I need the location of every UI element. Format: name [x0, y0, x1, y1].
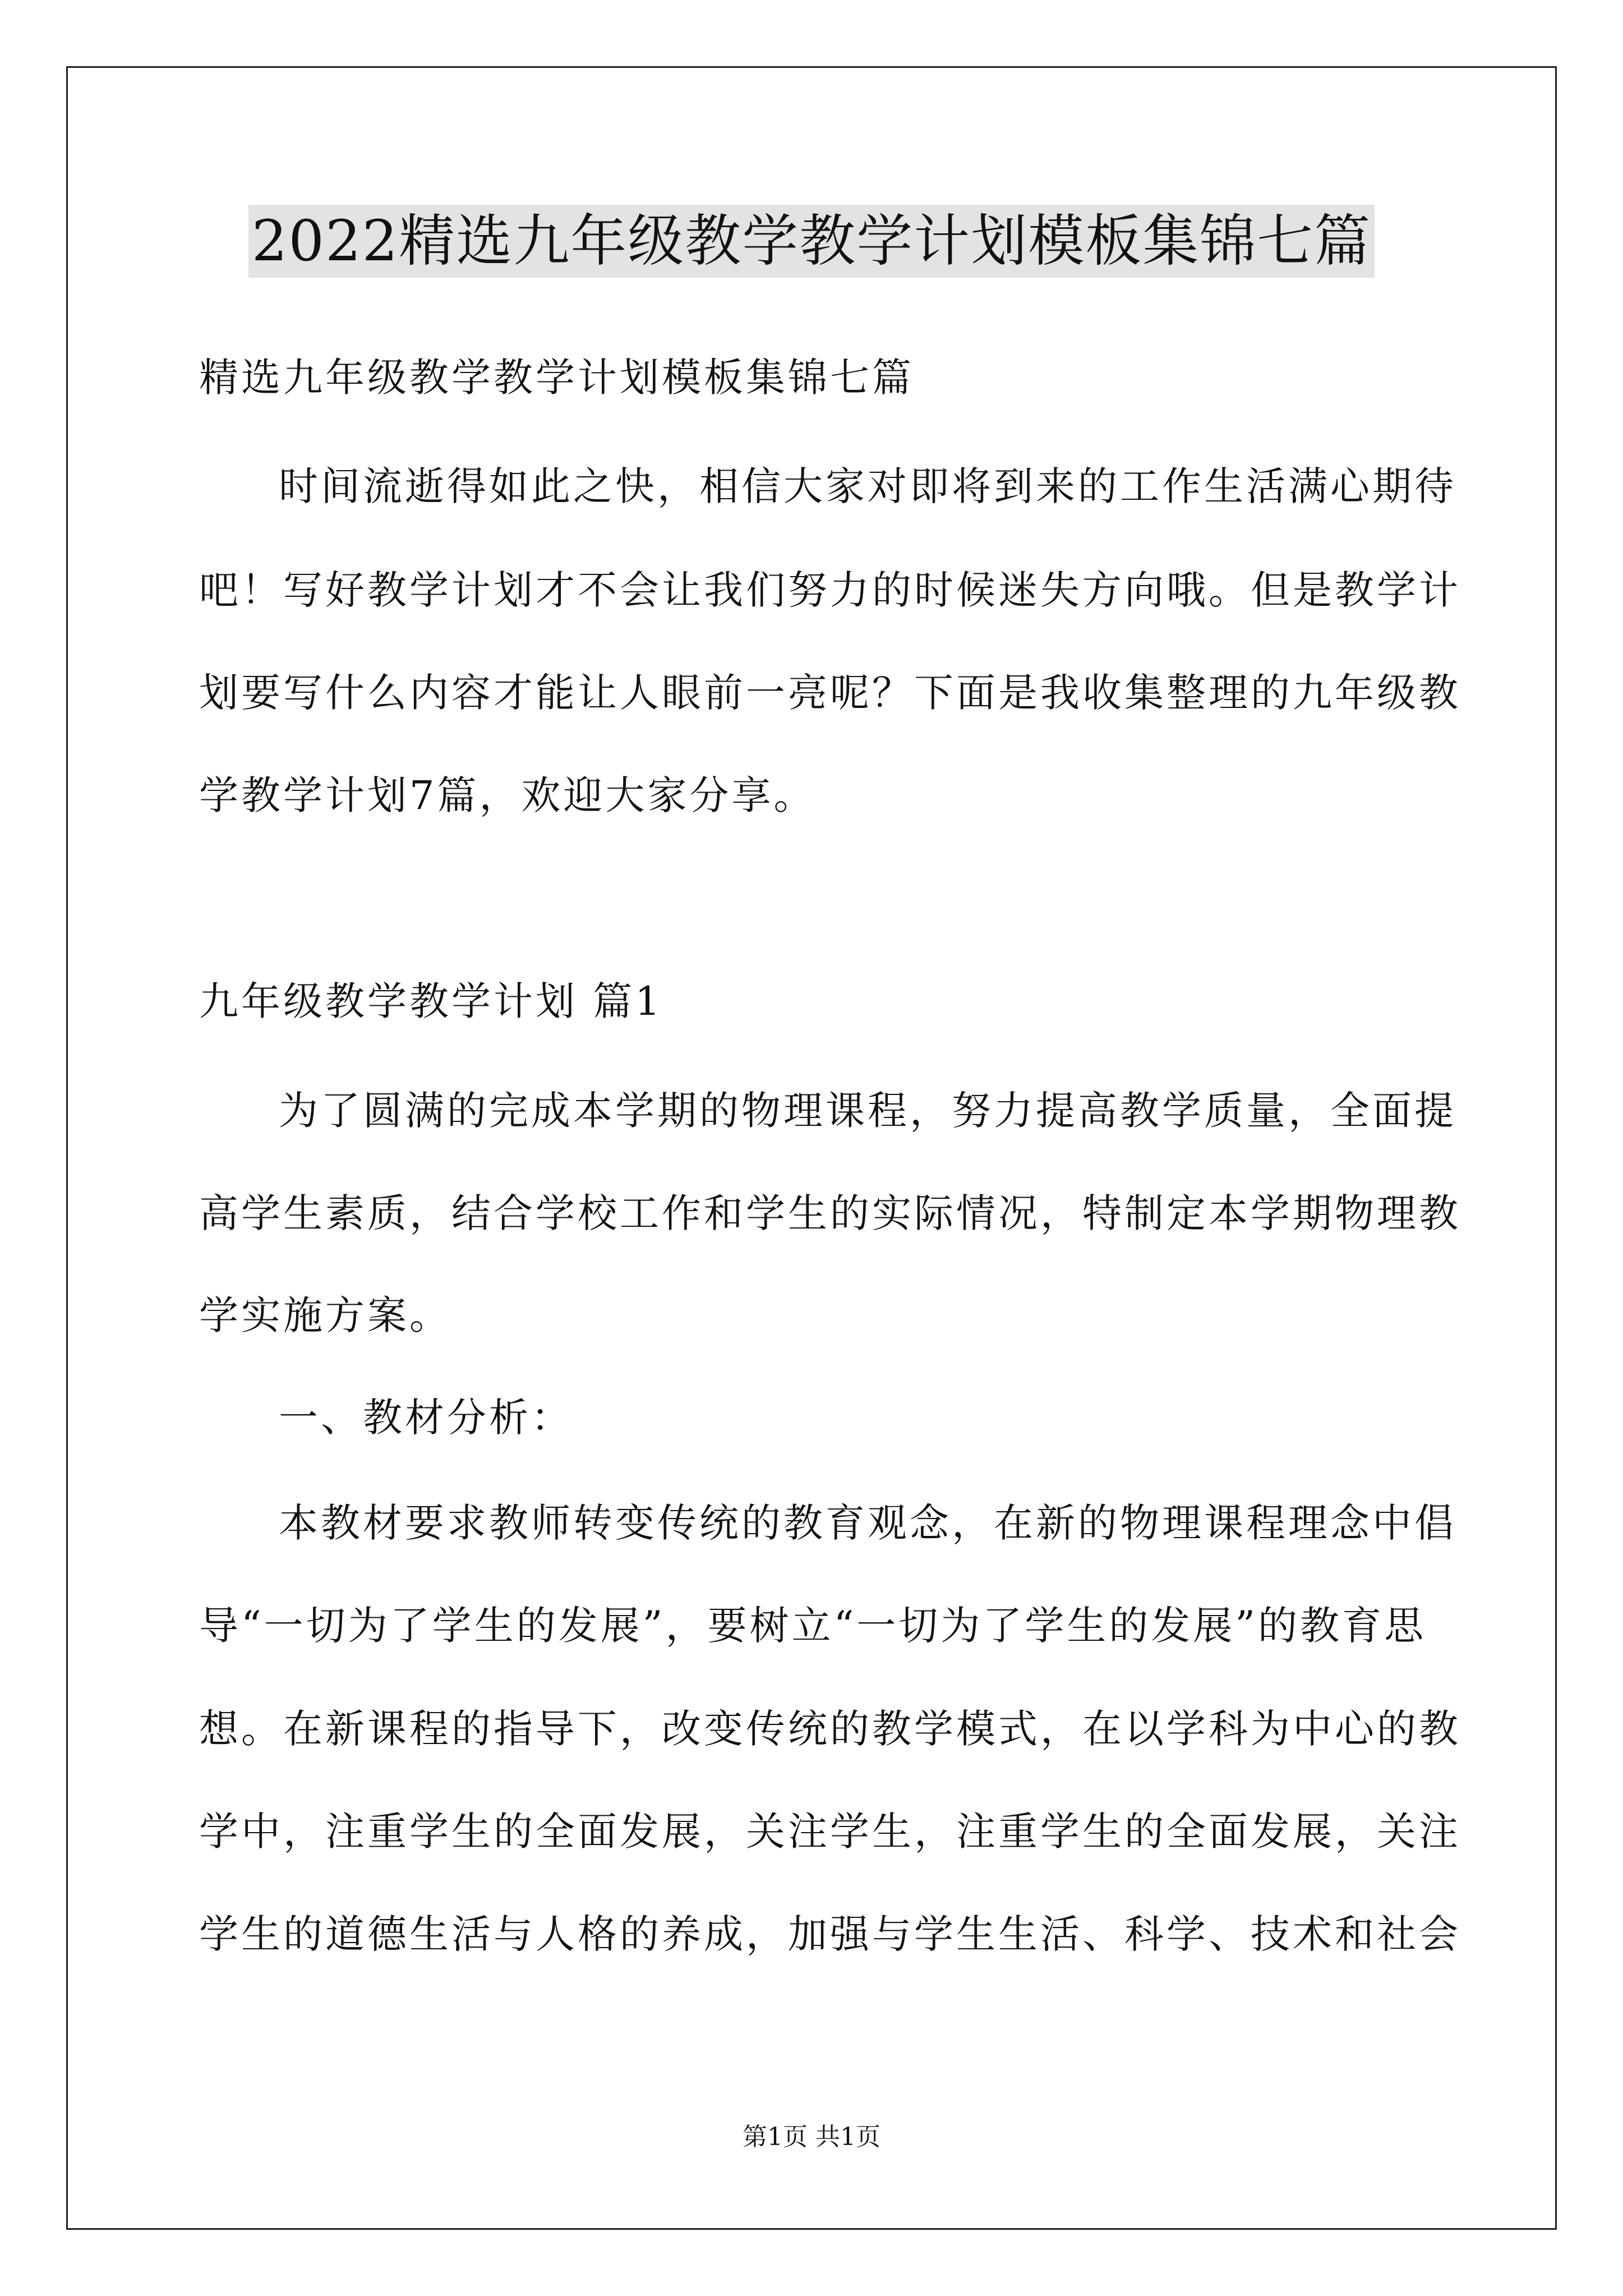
paragraph-line: 学实施方案。 — [199, 1292, 451, 1338]
section-heading: 九年级教学教学计划 篇1 — [199, 978, 663, 1024]
document-title: 2022精选九年级教学教学计划模板集锦七篇 — [248, 205, 1375, 278]
paragraph-line: 学生的道德生活与人格的养成，加强与学生生活、科学、技术和社会 — [199, 1911, 1461, 1957]
paragraph-line: 想。在新课程的指导下，改变传统的教学模式，在以学科为中心的教 — [199, 1706, 1461, 1752]
page-footer: 第1页 共1页 — [743, 2123, 880, 2151]
paragraph-line: 本教材要求教师转变传统的教育观念，在新的物理课程理念中倡 — [279, 1500, 1456, 1546]
subtitle-line: 精选九年级教学教学计划模板集锦七篇 — [199, 355, 914, 401]
sub-heading: 一、教材分析： — [279, 1395, 573, 1441]
paragraph-line: 高学生素质，结合学校工作和学生的实际情况，特制定本学期物理教 — [199, 1190, 1461, 1236]
intro-line: 时间流逝得如此之快，相信大家对即将到来的工作生活满心期待 — [279, 463, 1456, 509]
intro-line: 学教学计划7篇，欢迎大家分享。 — [199, 772, 816, 818]
paragraph-line: 学中，注重学生的全面发展，关注学生，注重学生的全面发展，关注 — [199, 1809, 1461, 1855]
intro-line: 吧！写好教学计划才不会让我们努力的时候迷失方向哦。但是教学计 — [199, 567, 1461, 613]
paragraph-line: 导“一切为了学生的发展”，要树立“一切为了学生的发展”的教育思 — [199, 1603, 1427, 1649]
paragraph-line: 为了圆满的完成本学期的物理课程，努力提高教学质量，全面提 — [279, 1088, 1456, 1134]
title-block — [0, 205, 1623, 278]
intro-line: 划要写什么内容才能让人眼前一亮呢？下面是我收集整理的九年级教 — [199, 670, 1461, 716]
